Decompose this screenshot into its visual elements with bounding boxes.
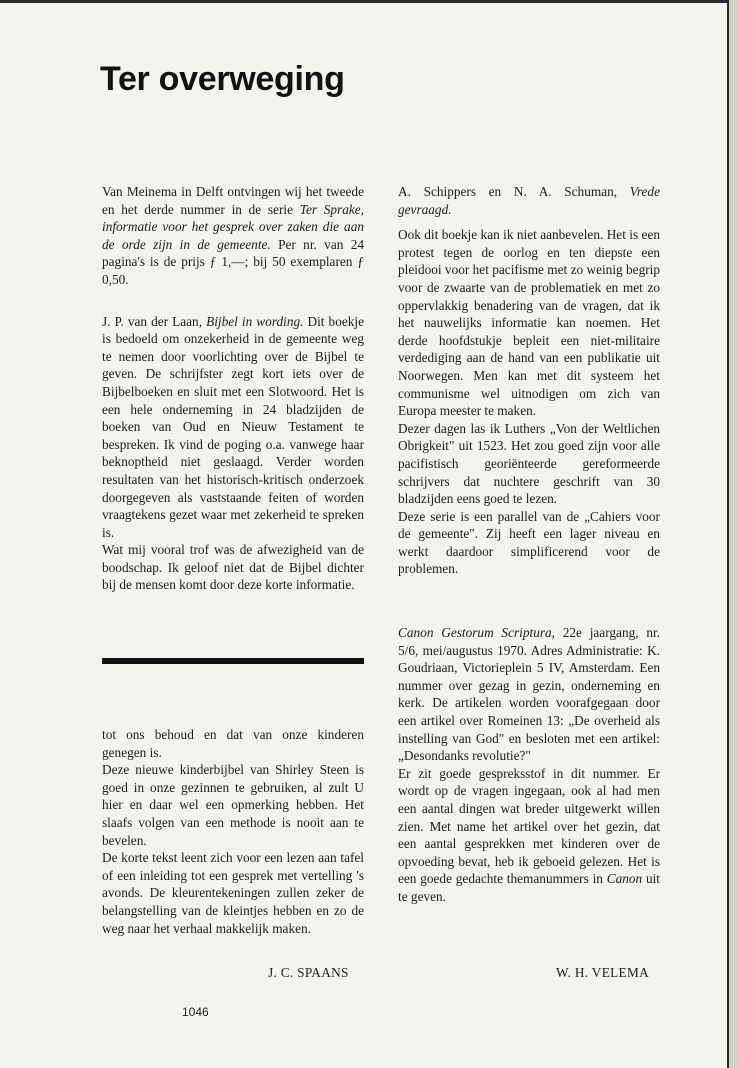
section-divider	[102, 658, 364, 664]
page-number: 1046	[182, 1005, 209, 1019]
meinema-paragraph: Van Meinema in Delft ontvingen wij het tweede en het derde nummer in de serie Ter Sprake, informatie voor het gesprek over zaken die aan de orde zijn in de gemeente. Per nr. van 24 pagina's is de prijs ƒ 1,—; bij 50 exemplaren ƒ 0,50.	[102, 184, 365, 287]
canon-paragraph: Canon Gestorum Scriptura, 22e jaargang, nr. 5/6, mei/augustus 1970. Adres Administratie: K. Goudriaan, Victorieplein 5 IV, Amsterdam. Een nummer over gezag in gezin, onderneming en kerk. De artikelen worden voorafgegaan door een artikel over Romeinen 13: „De overheid als instelling van God" en besloten met een artikel: „Desondanks revolutie?"	[398, 625, 660, 764]
gespreksstof-paragraph: Er zit goede gespreksstof in dit nummer. Er wordt op de vragen ingegaan, ook al had men een aantal dingen wat breder uitgewerkt willen zien. Met name het artikel over het gezin, dat een aantal gesprekken met kinderen over de opvoeding bevat, heb ik geboeid gelezen. Het is een goede gedachte themanummers in Canon uit te geven.	[398, 765, 660, 904]
luther-paragraph: Dezer dagen las ik Luthers „Von der Weltlichen Obrigkeit" uit 1523. Het zou goed zijn voor alle pacifistisch georiënteerde gereformeerde schrijvers dat nuchtere geschrift van 30 bladzijden eens goed te lezen.	[398, 420, 660, 507]
right-column-bottom	[398, 624, 660, 906]
signature-velema: W. H. VELEMA	[556, 965, 649, 980]
page-title: Ter overweging	[100, 60, 345, 98]
top-border	[0, 0, 727, 3]
binding-spine	[727, 0, 738, 1068]
boodschap-paragraph: Wat mij vooral trof was de afwezigheid van de boodschap. Ik geloof niet dat de Bijbel dichter bij de mensen komt door deze korte informatie.	[102, 542, 364, 593]
left-column-top	[102, 183, 364, 594]
korte-tekst-paragraph: De korte tekst leent zich voor een lezen aan tafel of een inleiding tot een gesprek met vertelling 's avonds. De kleurentekeningen zullen zeker de belangstelling van de kleintjes hebben en zo de weg naar het verhaal makkelijk maken.	[102, 850, 364, 936]
bijbel-in-wording-paragraph: J. P. van der Laan, Bijbel in wording. Dit boekje is bedoeld om onzekerheid in de gemeente weg te nemen door voorlichting over de Bijbel te geven. De schrijfster zegt kort iets over de Bijbelboeken en sluit met een Slotwoord. Het is een hele onderneming in 24 bladzijden de boeken van Oud en Nieuw Testament te bespreken. Ik vind de poging o.a. vanwege haar beknoptheid niet geslaagd. Verder worden resultaten van het historisch-kritisch onderzoek doorgegeven als vaststaande feiten of worden vraagtekens gezet waar met zekerheid te spreken is.	[102, 313, 364, 540]
right-column-top	[398, 183, 660, 578]
signature-spaans: J. C. SPAANS	[268, 965, 349, 980]
vrede-gevraagd-heading: A. Schippers en N. A. Schuman, Vrede gevraagd.	[398, 184, 660, 217]
left-column-bottom	[102, 726, 364, 937]
aanbevelen-paragraph: Ook dit boekje kan ik niet aanbevelen. Het is een protest tegen de oorlog en ten diepste een pleidooi voor het pacifisme met zo weinig begrip voor de zwaarte van de problematiek en met zo oppervlakkig benadering van de vragen, dat ik het nauwelijks informatie kan noemen. Het derde hoofdstukje bepleit een niet-militaire verdediging aan de hand van een publikatie uit Noorwegen. Men kan met dit systeem het communisme wel uitnodigen om zich van Europa meester te maken.	[398, 227, 660, 419]
cahiers-paragraph: Deze serie is een parallel van de „Cahiers voor de gemeente". Zij heeft een lager niveau en werkt daardoor simplificerend voor de problemen.	[398, 508, 660, 577]
kinderbijbel-paragraph: Deze nieuwe kinderbijbel van Shirley Steen is goed in onze gezinnen te gebruiken, al zult U hier en daar wel een opmerking hebben. Het slaafs volgen van een methode is nooit aan te bevelen.	[102, 762, 364, 848]
behoud-paragraph: tot ons behoud en dat van onze kinderen genegen is.	[102, 727, 364, 760]
